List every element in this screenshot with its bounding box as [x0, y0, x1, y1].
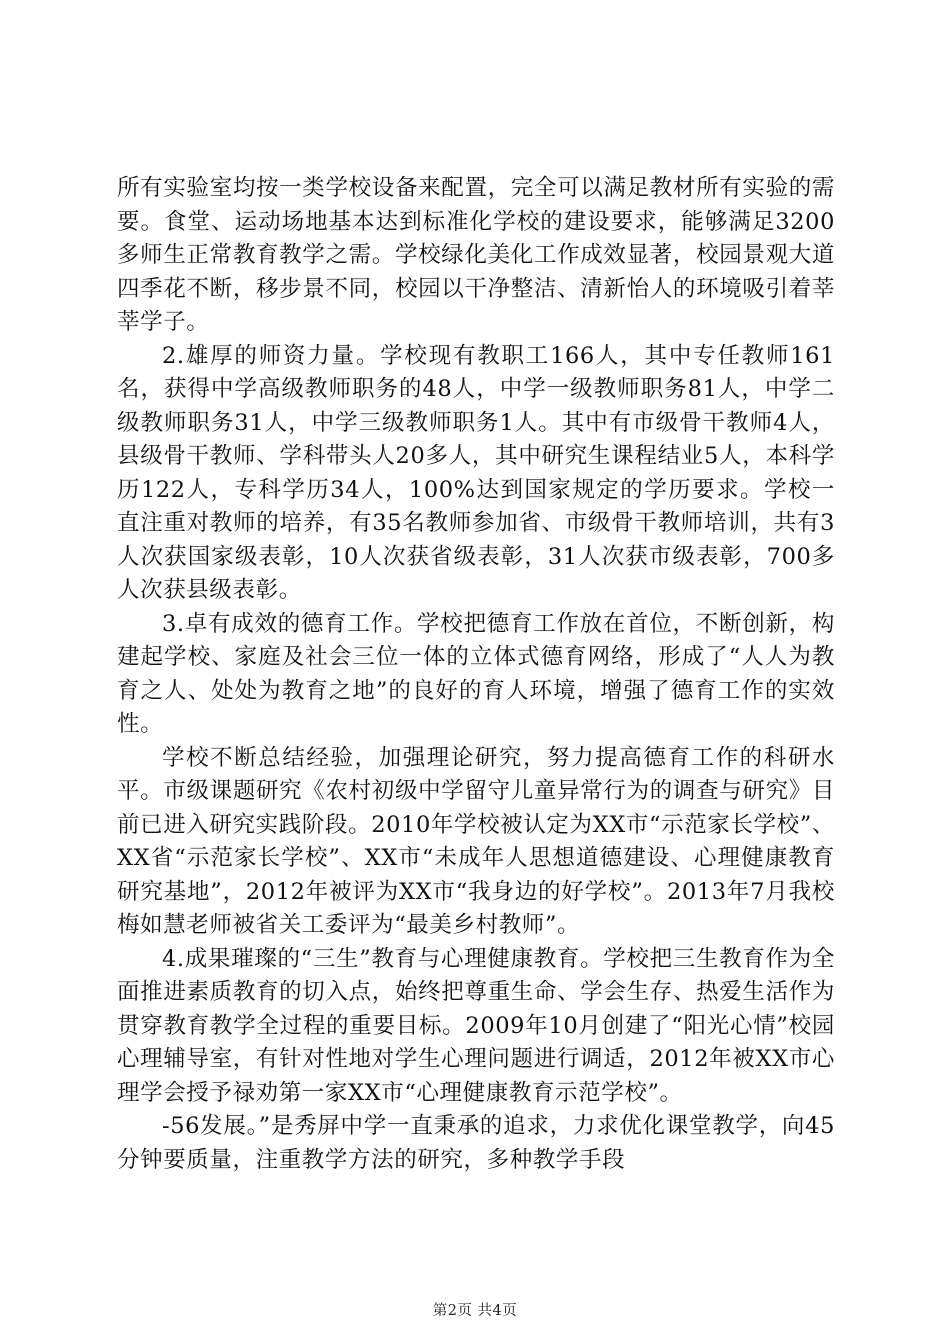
paragraph-lab-facilities: 所有实验室均按一类学校设备来配置，完全可以满足教材所有实验的需要。食堂、运动场地基本达到标准化学校的建设要求，能够满足3200多师生正常教育教学之需。学校绿化美化工作成效显著，校园景观大道四季花不断，移步景不同，校园以干净整洁、清新怡人的环境吸引着莘莘学子。 [117, 175, 835, 335]
paragraph-moral-research: 学校不断总结经验，加强理论研究，努力提高德育工作的科研水平。市级课题研究《农村初级中学留守儿童异常行为的调查与研究》目前已进入研究实践阶段。2010年学校被认定为XX市“示范家长学校”、XX省“示范家长学校”、XX市“未成年人思想道德建设、心理健康教育研究基地”，2012年被评为XX市“我身边的好学校”。2013年7月我校梅如慧老师被省关工委评为“最美乡村教师”。 [117, 744, 835, 938]
document-body [117, 172, 835, 1177]
paragraph-classroom-teaching: -56发展。”是秀屏中学一直秉承的追求，力求优化课堂教学，向45分钟要质量，注重教学方法的研究，多种教学手段 [117, 1113, 835, 1173]
paragraph-teaching-staff: 2.雄厚的师资力量。学校现有教职工166人，其中专任教师161名，获得中学高级教师职务的48人，中学一级教师职务81人，中学二级教师职务31人，中学三级教师职务1人。其中有市级骨干教师4人，县级骨干教师、学科带头人20多人，其中研究生课程结业5人，本科学历122人，专科学历34人，100%达到国家规定的学历要求。学校一直注重对教师的培养，有35名教师参加省、市级骨干教师培训，共有3人次获国家级表彰，10人次获省级表彰，31人次获市级表彰，700多人次获县级表彰。 [117, 342, 835, 603]
paragraph-moral-education: 3.卓有成效的德育工作。学校把德育工作放在首位，不断创新，构建起学校、家庭及社会三位一体的立体式德育网络，形成了“人人为教育之人、处处为教育之地”的良好的育人环境，增强了德育工作的实效性。 [117, 610, 835, 737]
paragraph-psychological-health: 4.成果璀璨的“三生”教育与心理健康教育。学校把三生教育作为全面推进素质教育的切入点，始终把尊重生命、学会生存、热爱生活作为贯穿教育教学全过程的重要目标。2009年10月创建了“阳光心情”校园心理辅导室，有针对性地对学生心理问题进行调适，2012年被XX市心理学会授予禄劝第一家XX市“心理健康教育示范学校”。 [117, 945, 835, 1106]
page-number-footer: 第2页 共4页 [432, 1303, 518, 1319]
